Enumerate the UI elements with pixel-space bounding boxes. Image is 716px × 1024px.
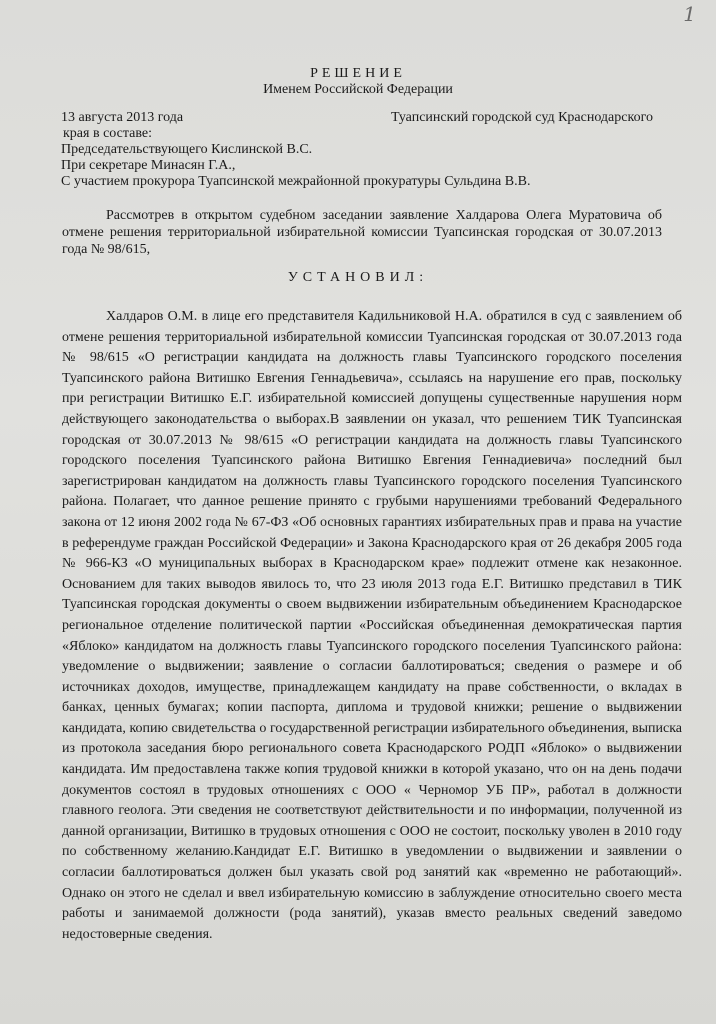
section-heading: УСТАНОВИЛ: xyxy=(287,270,429,285)
document-title: РЕШЕНИЕ xyxy=(310,66,406,81)
decision-date: 13 августа 2013 года xyxy=(61,110,184,125)
body-paragraph: Халдаров О.М. в лице его представителя Кадильниковой Н.А. обратился в суд с заявлением об отмене решения территориальной избирательной комиссии Туапсинская городская от 30.07.2013 года № 98/615 «О регистрации кандидата на должность главы Туапсинского городского поселения Туапсинского района Витишко Евгения Геннадьевича», ссылаясь на нарушение его прав, поскольку при регистрации Витишко Е.Г. избирательной комиссией допущены существенные нарушения норм действующего законодательства о выборах.В заявлении он указал, что решением ТИК Туапсинская городская от 30.07.2013 № 98/615 «О регистрации кандидата на должность главы Туапсинского городского поселения Туапсинского района Витишко Евгения Геннадиевича» последний был зарегистрирован кандидатом на должность главы Туапсинского городского поселения Туапсинского района. Полагает, что данное решение принято с грубыми нарушениями требований Федерального закона от 12 июня 2002 года № 67-ФЗ «Об основных гарантиях избирательных прав и права на участие в референдуме граждан Российской Федерации» и Закона Краснодарского края от 26 декабря 2005 года № 966-КЗ «О муниципальных выборах в Краснодарском крае» подлежит отмене как незаконное. Основанием для таких выводов явилось то, что 23 июля 2013 года Е.Г. Витишко представил в ТИК Туапсинская городская документы о своем выдвижении избирательным объединением Краснодарское региональное отделение политической партии «Российская объединенная демократическая партия «Яблоко» кандидатом на должность главы Туапсинского городского поселения Туапсинского района: уведомление о выдвижении; заявление о согласии баллотироваться; сведения о размере и об источниках доходов, имуществе, принадлежащем кандидату на праве собственности, о вкладах в банках, ценных бумагах; копии паспорта, диплома и трудовой книжки; решение о выдвижении кандидата, копию свидетельства о государственной регистрации избирательного объединения, выписка из протокола заседания бюро регионального совета Краснодарского РОДП «Яблоко» о выдвижении кандидата. Им предоставлена также копия трудовой книжки в которой указано, что он на день подачи документов состоял в трудовых отношениях с ООО « Черномор УБ ПР», работал в должности главного геолога. Эти сведения не соответствуют действительности и по информации, полученной из данной организации, Витишко в трудовых отношения с ООО не состоит, поскольку уволен в 2010 году по собственному желанию.Кандидат Е.Г. Витишко в уведомлении о выдвижении и заявлении о согласии баллотироваться должен был указать свой род занятий как «временно не работающий». Однако он этого не сделал и ввел избирательную комиссию в заблуждение относительно своего места работы и занимаемой должности (рода занятий), указав вместо реальных сведений заведомо недостоверные сведения. xyxy=(62,309,682,942)
presiding-judge: Председательствующего Кислинской В.С. xyxy=(61,142,313,157)
court-secretary: При секретаре Минасян Г.А., xyxy=(61,158,236,173)
intro-paragraph: Рассмотрев в открытом судебном заседании заявление Халдарова Олега Муратовича об отмене решения территориальной избирательной комиссии Туапсинская городская от 30.07.2013 года № 98/615, xyxy=(62,208,662,257)
page-number: 1 xyxy=(683,2,696,26)
prosecutor: С участием прокурора Туапсинской межрайонной прокуратуры Сульдина В.В. xyxy=(61,174,531,189)
document-subtitle: Именем Российской Федерации xyxy=(263,82,453,97)
court-composition: края в составе: xyxy=(63,126,152,141)
court-name: Туапсинский городской суд Краснодарского xyxy=(391,110,653,125)
